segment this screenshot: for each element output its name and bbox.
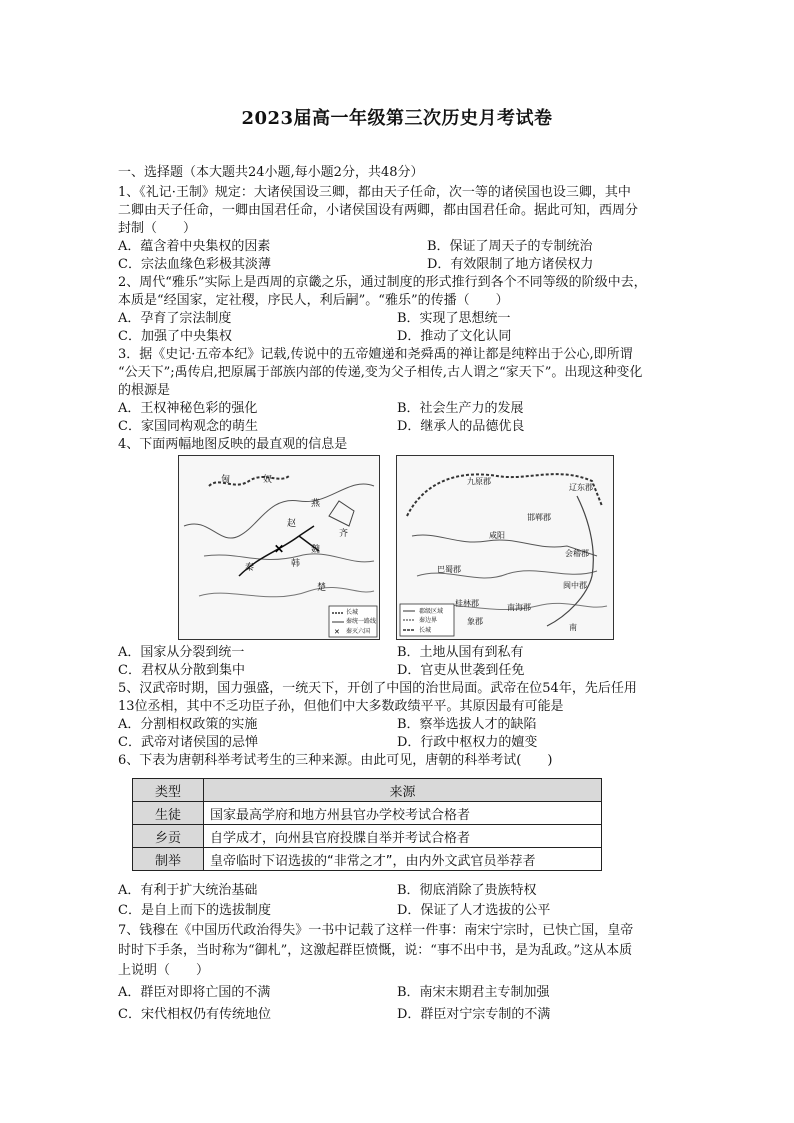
map2-label: 南: [569, 623, 577, 632]
q7-option-b[interactable]: B．南宋末期君主专制加强: [397, 985, 550, 1000]
q2-option-d[interactable]: D．推动了文化认同: [397, 329, 512, 344]
question-6-line: 6、下表为唐朝科举考试考生的三种来源。由此可见，唐朝的科举考试( ): [118, 753, 553, 768]
map2-label: 桂林郡: [455, 599, 479, 608]
q3-option-c[interactable]: C．家国同构观念的萌生: [118, 419, 258, 434]
svg-text:✕: ✕: [334, 628, 340, 636]
map2-label: 辽东郡: [569, 483, 593, 492]
map2-label: 巴蜀郡: [437, 565, 461, 574]
question-2-line: 本质是“经国家，定社稷，序民人，利后嗣”。“雅乐”的传播（ ）: [118, 293, 509, 308]
table-row: [133, 825, 602, 848]
table-row: [133, 848, 602, 871]
q7-option-a[interactable]: A．群臣对即将亡国的不满: [118, 985, 271, 1000]
q5-option-b[interactable]: B．察举选拔人才的缺陷: [397, 717, 537, 732]
map2-label: 咸阳: [489, 531, 505, 540]
q2-option-b[interactable]: B．实现了思想统一: [397, 311, 511, 326]
question-5-line: 13位丞相，其中不乏功臣子孙，但他们中大多数政绩平平。其原因最有可能是: [118, 699, 564, 714]
map1-legend: 长城: [346, 609, 359, 616]
q6-option-d[interactable]: D．保证了人才选拔的公平: [397, 903, 551, 918]
map1-label: 魏: [311, 545, 321, 555]
q6-option-c[interactable]: C．是自上而下的选拔制度: [118, 903, 271, 918]
map1-legend: 秦统一路线: [346, 618, 377, 625]
q1-option-a[interactable]: A．蕴含着中央集权的因素: [118, 239, 271, 254]
section-heading: 一、选择题（本大题共24小题,每小题2分，共48分）: [118, 165, 424, 180]
table-header-cell: 类型: [133, 779, 204, 802]
q6-option-a[interactable]: A．有利于扩大统治基础: [118, 883, 258, 898]
question-2-line: 2、周代“雅乐”实际上是西周的京畿之乐，通过制度的形式推行到各个不同等级的阶级中去，: [118, 275, 647, 290]
q5-option-c[interactable]: C．武帝对诸侯国的忌惮: [118, 735, 258, 750]
q7-option-c[interactable]: C．宋代相权仍有传统地位: [118, 1007, 271, 1022]
table-cell-type: 生徒: [133, 802, 204, 825]
q4-option-d[interactable]: D．官吏从世袭到任免: [397, 663, 525, 678]
question-1-line: 1、《礼记·王制》规定：大诸侯国设三卿，都由天子任命，次一等的诸侯国也设三卿，其中: [118, 185, 631, 200]
map2-label: 邯郸郡: [527, 513, 551, 522]
table-cell-type: 制举: [133, 848, 204, 871]
question-3-line: 的根源是: [118, 383, 171, 398]
q5-option-a[interactable]: A．分割相权政策的实施: [118, 717, 258, 732]
map-qin-commanderies: [396, 455, 614, 640]
q1-option-d[interactable]: D．有效限制了地方诸侯权力: [427, 257, 594, 272]
question-7-line: 7、钱穆在《中国历代政治得失》一书中记载了这样一件事：南宋宁宗时，已快亡国，皇帝: [118, 923, 634, 938]
page-title: 2023届高一年级第三次历史月考试卷: [241, 108, 553, 129]
question-7-line: 时时下手条，当时称为“御札”，这激起群臣愤慨，说：“事不出中书，是为乱政。”这从本质: [118, 943, 633, 958]
q3-option-b[interactable]: B．社会生产力的发展: [397, 401, 524, 416]
q5-option-d[interactable]: D．行政中枢权力的嬗变: [397, 735, 538, 750]
q6-option-b[interactable]: B．彻底消除了贵族特权: [397, 883, 537, 898]
map1-label: 楚: [317, 583, 327, 593]
map1-label: 韩: [291, 559, 301, 569]
map2-legend: 长城: [419, 627, 432, 634]
map2-legend: 秦边界: [419, 617, 438, 624]
map1-legend: 秦灭六国: [346, 628, 371, 635]
question-5-line: 5、汉武帝时期，国力强盛，一统天下，开创了中国的治世局面。武帝在位54年，先后任用: [118, 681, 637, 696]
table-header-row: [133, 779, 602, 802]
question-7-line: 上说明（ ）: [118, 963, 210, 978]
map1-label: 燕: [311, 499, 321, 509]
map2-label: 九原郡: [467, 477, 491, 486]
q3-option-d[interactable]: D．继承人的品德优良: [397, 419, 525, 434]
question-3-line: 3．据《史记·五帝本纪》记载,传说中的五帝嬗递和尧舜禹的禅让都是纯粹出于公心,即所谓: [118, 347, 633, 362]
q2-option-c[interactable]: C．加强了中央集权: [118, 329, 232, 344]
q1-option-c[interactable]: C．宗法血缘色彩极其淡薄: [118, 257, 271, 272]
map2-label: 会稽郡: [565, 549, 589, 558]
map1-label: 奴: [263, 475, 273, 485]
map1-label: 匈: [221, 475, 231, 485]
q4-option-b[interactable]: B．土地从国有到私有: [397, 645, 524, 660]
map1-label: 齐: [339, 529, 349, 539]
map-warring-states: [178, 455, 380, 640]
map1-label: 秦: [245, 563, 255, 573]
table-row: [133, 802, 602, 825]
question-3-line: “公天下”;禹传启,把原属于部族内部的传递,变为父子相传,古人谓之“家天下”。出现这种变化: [118, 365, 643, 380]
q2-option-a[interactable]: A．孕育了宗法制度: [118, 311, 232, 326]
table-header-cell: 来源: [204, 779, 602, 802]
map1-label: 赵: [287, 519, 297, 529]
q1-option-b[interactable]: B．保证了周天子的专制统治: [427, 239, 593, 254]
question-4-line: 4、下面两幅地图反映的最直观的信息是: [118, 437, 348, 452]
q7-option-d[interactable]: D．群臣对宁宗专制的不满: [397, 1007, 551, 1022]
question-1-line: 封制（ ）: [118, 221, 197, 236]
svg-text:✕: ✕: [274, 542, 285, 556]
source-table: [132, 778, 602, 871]
table-cell-type: 乡贡: [133, 825, 204, 848]
map2-legend: 郡级区域: [419, 608, 444, 615]
q4-option-c[interactable]: C．君权从分散到集中: [118, 663, 245, 678]
question-1-line: 二卿由天子任命，一卿由国君任命，小诸侯国设有两卿，都由国君任命。据此可知，西周分: [118, 203, 639, 218]
table-cell-source: 国家最高学府和地方州县官办学校考试合格者: [204, 802, 602, 825]
q3-option-a[interactable]: A．王权神秘色彩的强化: [118, 401, 258, 416]
map2-label: 南海郡: [507, 603, 531, 612]
table-cell-source: 皇帝临时下诏选拔的“非常之才”，由内外文武官员举荐者: [204, 848, 602, 871]
q4-option-a[interactable]: A．国家从分裂到统一: [118, 645, 245, 660]
map2-label: 闽中郡: [563, 581, 587, 590]
map2-label: 象郡: [467, 617, 483, 626]
table-cell-source: 自学成才，向州县官府投牒自举并考试合格者: [204, 825, 602, 848]
